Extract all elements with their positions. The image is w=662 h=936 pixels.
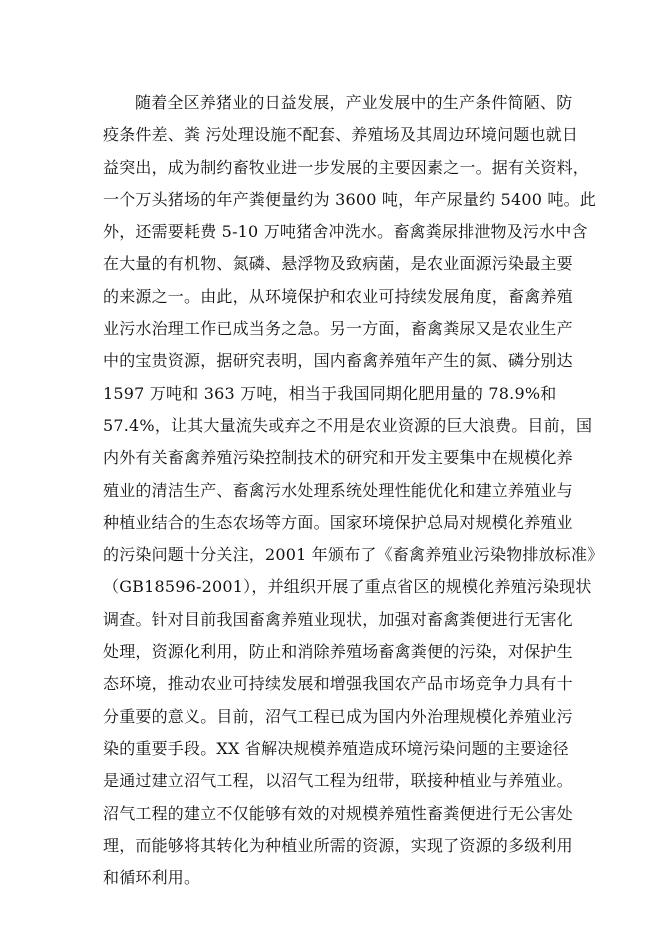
paragraph-line: 殖业的清洁生产、畜禽污水处理系统处理性能优化和建立养殖业与: [103, 480, 573, 500]
paragraph-line: 种植业结合的生态农场等方面。国家环境保护总局对规模化养殖业: [103, 512, 573, 532]
paragraph-line: 的污染问题十分关注，2001 年颁布了《畜禽养殖业污染物排放标准》: [103, 545, 604, 565]
paragraph-line: 沼气工程的建立不仅能够有效的对规模养殖性畜粪便进行无公害处: [103, 803, 573, 823]
paragraph-line: 一个万头猪场的年产粪便量约为 3600 吨，年产尿量约 5400 吨。此: [103, 189, 596, 209]
paragraph-line: 57.4%，让其大量流失或弃之不用是农业资源的巨大浪费。目前，国: [103, 415, 593, 435]
paragraph-line: 1597 万吨和 363 万吨，相当于我国同期化肥用量的 78.9%和: [103, 383, 557, 403]
paragraph-line: 染的重要手段。XX 省解决规模养殖造成环境污染问题的主要途径: [103, 738, 569, 758]
paragraph-line: 在大量的有机物、氮磷、悬浮物及致病菌，是农业面源污染最主要: [103, 254, 573, 274]
paragraph-line: 调查。针对目前我国畜禽养殖业现状，加强对畜禽粪便进行无害化: [103, 609, 573, 629]
paragraph-line: 内外有关畜禽养殖污染控制技术的研究和开发主要集中在规模化养: [103, 448, 573, 468]
paragraph-line: 外，还需要耗费 5-10 万吨猪舍冲洗水。畜禽粪尿排泄物及污水中含: [103, 222, 588, 242]
paragraph-line: 疫条件差、粪 污处理设施不配套、养殖场及其周边环境问题也就日: [103, 125, 579, 145]
paragraph-line: 的来源之一。由此，从环境保护和农业可持续发展角度，畜禽养殖: [103, 286, 573, 306]
paragraph-line: 益突出，成为制约畜牧业进一步发展的主要因素之一。据有关资料，: [103, 157, 590, 177]
paragraph-line: 态环境，推动农业可持续发展和增强我国农产品市场竞争力具有十: [103, 674, 573, 694]
paragraph-line: 中的宝贵资源，据研究表明，国内畜禽养殖年产生的氮、磷分别达: [103, 351, 573, 371]
paragraph-line: 分重要的意义。目前，沼气工程已成为国内外治理规模化养殖业污: [103, 706, 573, 726]
body-paragraph: [103, 87, 604, 894]
paragraph-line: 处理，资源化利用，防止和消除养殖场畜禽粪便的污染，对保护生: [103, 642, 573, 662]
paragraph-line: 和循环利用。: [103, 868, 201, 888]
paragraph-line: （GB18596-2001），并组织开展了重点省区的规模化养殖污染现状: [103, 577, 592, 597]
paragraph-line: 理，而能够将其转化为种植业所需的资源，实现了资源的多级利用: [103, 835, 573, 855]
paragraph-line: 业污水治理工作已成当务之急。另一方面，畜禽粪尿又是农业生产: [103, 319, 573, 339]
paragraph-line: 是通过建立沼气工程，以沼气工程为纽带，联接种植业与养殖业。: [103, 771, 573, 791]
paragraph-line: 随着全区养猪业的日益发展，产业发展中的生产条件简陋、防: [135, 93, 573, 112]
